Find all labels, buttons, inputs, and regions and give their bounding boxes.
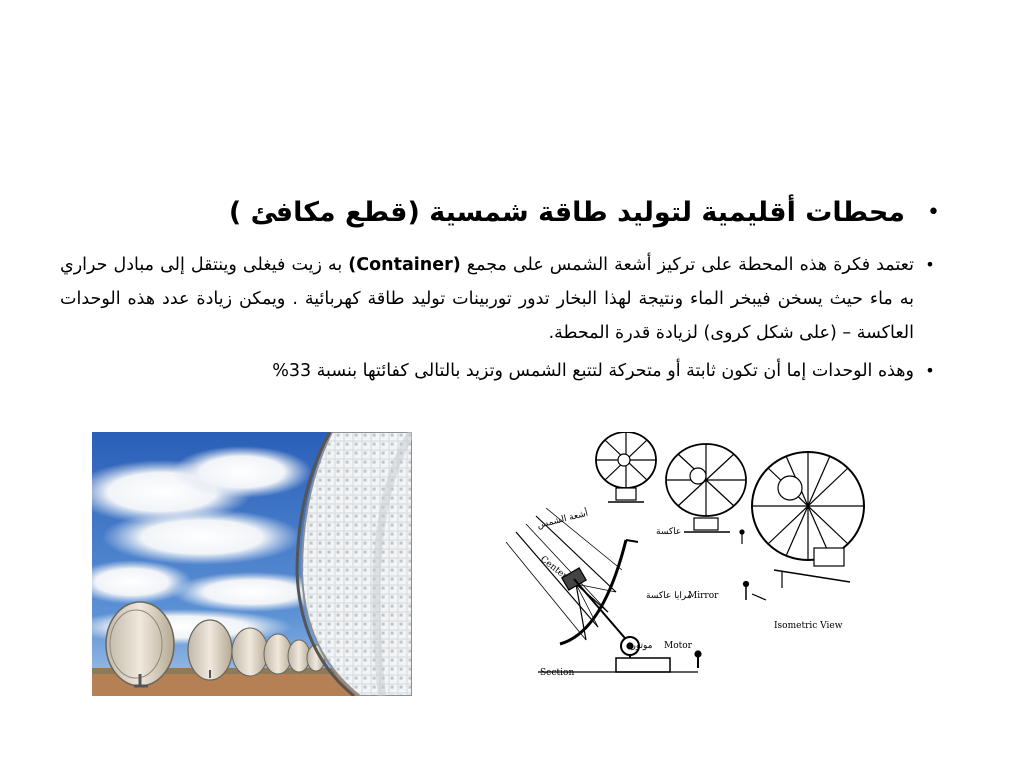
bullet-text-part: به زيت فيغلى وينتقل إلى مبادل حراري به ماء حيث يسخن فيبخر الماء ونتيجة لهذا البخار تدور توربينات توليد طاقة كهربائية . ويمكن زيادة عدد هذه الوحدات العاكسة – (على شكل كروى) لزيادة قدرة المحطة. bbox=[60, 255, 914, 343]
slide-title bbox=[180, 188, 940, 236]
parabolic-dish-diagram bbox=[498, 432, 878, 682]
label-center: Center bbox=[538, 554, 569, 582]
bullet-list bbox=[60, 248, 940, 392]
title-text: محطات أقليمية لتوليد طاقة شمسية (قطع مكافئ ) bbox=[228, 196, 906, 228]
title-bullet: • bbox=[927, 199, 940, 225]
label-mirror-ar: مرايا عاكسة bbox=[646, 591, 692, 601]
bullet-text bbox=[60, 248, 920, 350]
label-isometric: Isometric View bbox=[774, 621, 843, 631]
bullet-symbol: • bbox=[925, 255, 935, 274]
label-motor-ar: موتور bbox=[631, 641, 653, 651]
dish-small bbox=[596, 432, 656, 502]
label-mirror: Mirror bbox=[688, 591, 719, 601]
solar-dishes-photo bbox=[92, 432, 412, 696]
bullet-text: وهذه الوحدات إما أن تكون ثابتة أو متحركة لتتبع الشمس وتزيد بالتالى كفائتها بنسبة 33% bbox=[272, 361, 914, 381]
label-motor: Motor bbox=[664, 641, 692, 651]
bullet-item bbox=[60, 248, 940, 350]
bullet-text-part: تعتمد فكرة هذه المحطة على تركيز أشعة الشمس على مجمع bbox=[460, 255, 914, 275]
label-section: Section bbox=[540, 668, 575, 678]
label-sunrays: أشعة الشمس bbox=[536, 508, 590, 531]
container-keyword: (Container) bbox=[348, 255, 461, 275]
dish-large bbox=[744, 452, 865, 600]
bullet-item bbox=[60, 354, 940, 388]
bullet-symbol: • bbox=[925, 361, 935, 380]
label-reflector-ar: عاكسة bbox=[656, 527, 682, 537]
